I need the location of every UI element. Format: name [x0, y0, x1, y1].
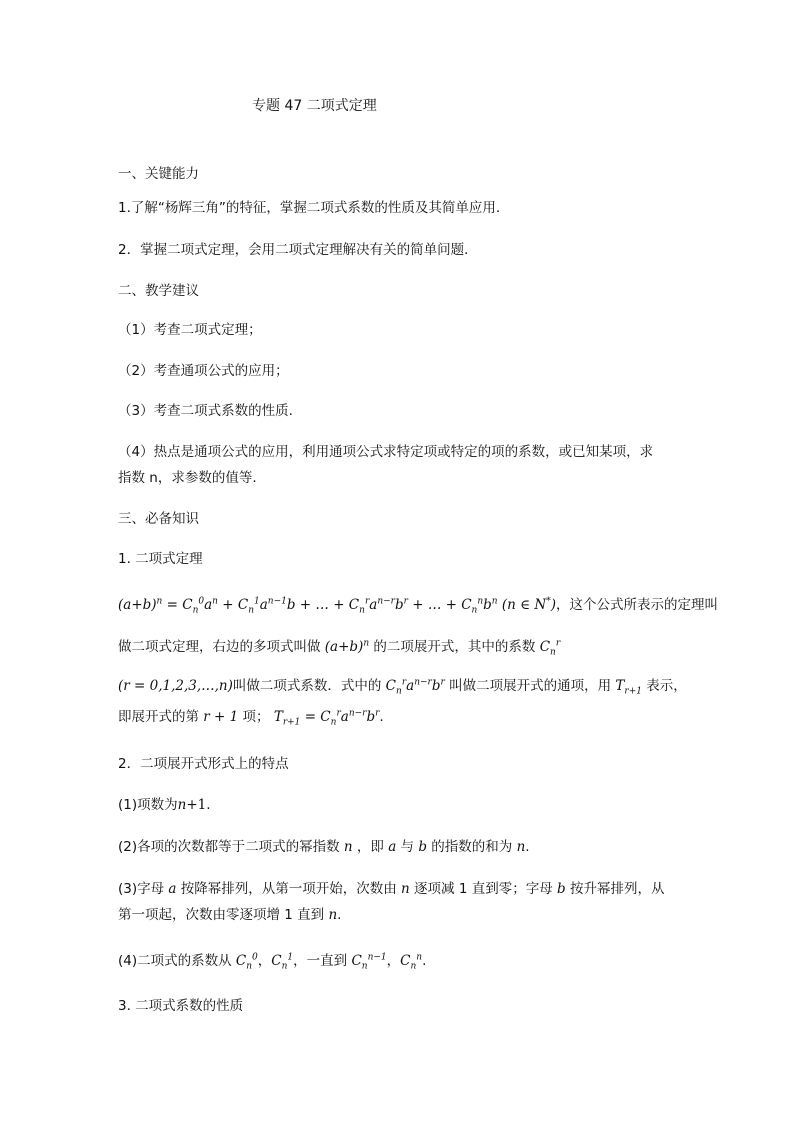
section-heading-3: 三、必备知识 — [118, 511, 199, 527]
section-heading-2: 二、教学建议 — [118, 283, 199, 299]
theorem-paragraph: (r = 0,1,2,3,…,n)叫做二项式系数．式中的 $C_n^ra^{n-r}b^r$ 叫做二项展开式的通项，用 $T_{r+1}$ 表示， — [118, 677, 687, 697]
paragraph-2: 2．掌握二项式定理，会用二项式定理解决有关的简单问题． — [118, 242, 478, 258]
list-item: （3）考查二项式系数的性质. — [118, 403, 293, 419]
list-item: （1）考查二项式定理； — [118, 322, 262, 338]
paragraph-1: 1.了解“杨辉三角”的特征，掌握二项式系数的性质及其简单应用. — [118, 200, 501, 216]
theorem-formula-line: $(a+b)^n = C_n^0a^n + C_n^1a^{n-1}b$ + … + $C_n^ra^{n-r}b^r$ + … + $C_n^nb^n$ (n ∈ N*)，这个公式所表示的定理叫 — [118, 596, 719, 616]
feature-item: (4)二项式的系数从 $C_n^0$，$C_n^1$，一直到 $C_n^{n-1}$，$C_n^n$. — [118, 952, 427, 972]
subsection-heading-2: 2．二项展开式形式上的特点 — [118, 756, 289, 772]
feature-item: (3)字母 a 按降幂排列，从第一项开始，次数由 n 逐项减 1 直到零；字母 b 按升幂排列，从 — [118, 881, 665, 897]
feature-item: (2)各项的次数都等于二项式的幂指数 n ，即 a 与 b 的指数的和为 n. — [118, 839, 530, 855]
binomial-formula: $(a+b)^n = C_n^0a^n + C_n^1a^{n-1}b$ + … + $C_n^ra^{n-r}b^r$ + … + $C_n^nb^n$ (n ∈ N*) — [118, 596, 557, 616]
subsection-heading-3: 3. 二项式系数的性质 — [118, 998, 244, 1014]
feature-item-continued: 第一项起，次数由零逐项增 1 直到 n. — [118, 907, 342, 923]
theorem-paragraph: 做二项式定理，右边的多项式叫做 $(a+b)^n$ 的二项展开式，其中的系数 $C_n^r$ — [118, 638, 561, 658]
theorem-paragraph: 即展开式的第 r + 1 项； $T_{r+1} = C_n^ra^{n-r}b^r$. — [118, 708, 384, 728]
list-item: （4）热点是通项公式的应用，利用通项公式求特定项或特定的项的系数，或已知某项，求 — [118, 444, 654, 460]
subsection-heading-1: 1. 二项式定理 — [118, 551, 203, 567]
list-item: （2）考查通项公式的应用； — [118, 363, 289, 379]
page-title: 专题 47 二项式定理 — [252, 98, 377, 114]
feature-item: (1)项数为n+1. — [118, 797, 211, 813]
list-item-continued: 指数 n，求参数的值等. — [118, 470, 257, 486]
section-heading-1: 一、关键能力 — [118, 166, 199, 182]
